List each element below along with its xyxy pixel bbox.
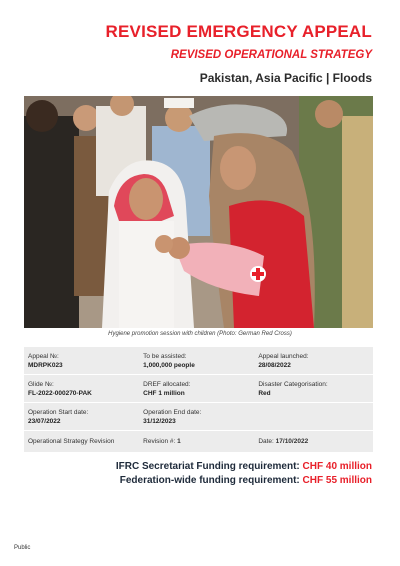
strategy-revision-label: Operational Strategy Revision [28,438,115,445]
appeal-info-table [24,347,373,453]
revision-date-cell [254,431,373,453]
appeal-launched-value: 28/08/2022 [258,362,291,369]
dref-allocated-cell [139,375,254,403]
table-row [24,431,373,453]
disaster-categorisation-value: Red [258,390,271,397]
federation-funding-amount: CHF 55 million [302,475,372,486]
disaster-categorisation-cell [254,375,373,403]
appeal-number-label: Appeal №: [28,353,59,360]
revision-number-label: Revision #: [143,438,178,445]
to-be-assisted-cell [139,347,254,375]
cover-photo [24,96,373,328]
funding-requirements [116,460,372,488]
dref-allocated-label: DREF allocated: [143,381,191,388]
ifrc-funding-label: IFRC Secretariat Funding requirement: [115,461,300,472]
appeal-launched-cell [254,347,373,375]
disaster-categorisation-label: Disaster Categorisation: [258,381,328,388]
ifrc-funding-line [116,460,372,474]
appeal-number-cell [24,347,139,375]
revision-number-value: 1 [177,438,181,445]
appeal-number-value: MDRPK023 [28,362,63,369]
dref-allocated-value: CHF 1 million [143,390,185,397]
empty-cell [254,403,373,431]
strategy-revision-cell [24,431,139,453]
table-row [24,375,373,403]
photo-caption: Hygiene promotion session with children (Photo: German Red Cross) [108,331,292,337]
revision-date-label: Date: [258,438,276,445]
to-be-assisted-value: 1,000,000 people [143,362,195,369]
ifrc-funding-amount: CHF 40 million [302,461,372,472]
operation-end-value: 31/12/2023 [143,418,176,425]
federation-funding-label: Federation-wide funding requirement: [119,475,300,486]
to-be-assisted-label: To be assisted: [143,353,187,360]
operation-start-label: Operation Start date: [28,409,89,416]
federation-funding-line [116,474,372,488]
revision-number-cell [139,431,254,453]
appeal-launched-label: Appeal launched: [258,353,309,360]
strategy-subtitle: REVISED OPERATIONAL STRATEGY [170,49,372,61]
operation-start-cell [24,403,139,431]
glide-number-label: Glide №: [28,381,54,388]
classification-label: Public [14,545,31,551]
operation-start-value: 23/07/2022 [28,418,61,425]
appeal-title: REVISED EMERGENCY APPEAL [105,22,372,41]
revision-date-value: 17/10/2022 [275,438,309,445]
operation-end-cell [139,403,254,431]
location-line: Pakistan, Asia Pacific | Floods [199,71,372,85]
table-row [24,347,373,375]
table-row [24,403,373,431]
operation-end-label: Operation End date: [143,409,202,416]
glide-number-value: FL-2022-000270-PAK [28,390,92,397]
glide-number-cell [24,375,139,403]
